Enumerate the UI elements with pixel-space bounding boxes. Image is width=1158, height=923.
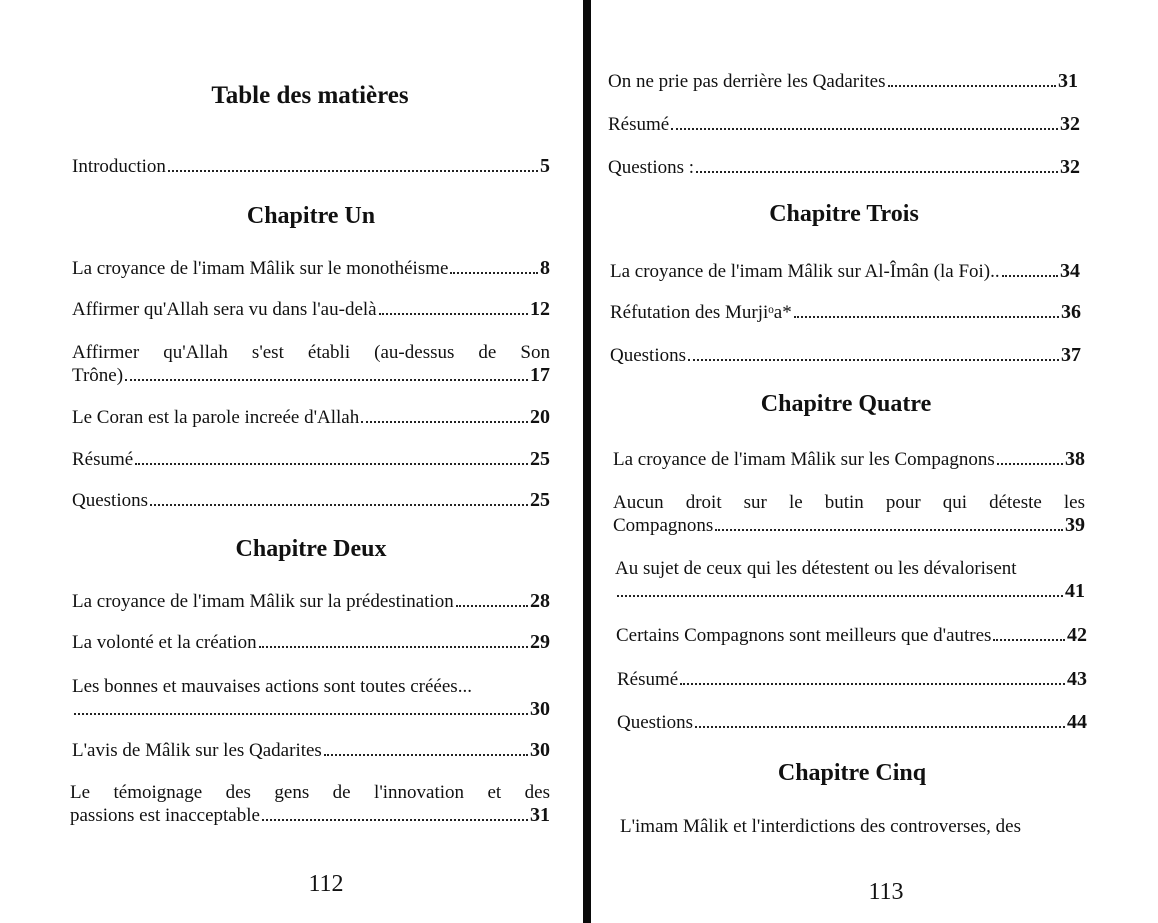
entry-title: La croyance de l'imam Mâlik sur le monothéisme — [72, 258, 449, 279]
toc-entry[interactable] — [72, 590, 550, 613]
entry-title: Le Coran est la parole increée d'Allah — [72, 407, 360, 428]
dot-leader — [379, 313, 528, 315]
entry-page: 31 — [1058, 70, 1078, 92]
entry-title: Questions : — [608, 157, 695, 178]
entry-title-line2: Trône) — [72, 365, 124, 386]
chapter-heading-deux: Chapitre Deux — [235, 536, 387, 562]
entry-title-line1: Au sujet de ceux qui les détestent ou les dévalorisent — [615, 558, 1017, 579]
entry-page: 29 — [530, 631, 550, 653]
entry-page: 8 — [540, 257, 550, 279]
toc-entry[interactable] — [610, 301, 1081, 324]
entry-title: La volonté et la création — [72, 632, 257, 653]
entry-title: Questions — [617, 712, 693, 733]
entry-page: 31 — [530, 804, 550, 826]
book-spine — [583, 0, 591, 923]
toc-entry[interactable] — [72, 675, 550, 721]
toc-entry[interactable] — [72, 631, 550, 654]
entry-page: 38 — [1065, 448, 1085, 470]
entry-page: 5 — [540, 155, 550, 177]
toc-entry[interactable] — [615, 557, 1085, 603]
entry-page: 20 — [530, 406, 550, 428]
toc-entry[interactable] — [70, 781, 550, 827]
toc-entry[interactable] — [72, 448, 550, 471]
entry-title: L'imam Mâlik et l'interdictions des controverses, des — [620, 816, 1022, 837]
toc-title: Table des matières — [211, 82, 409, 109]
toc-entry[interactable] — [72, 489, 550, 512]
entry-title: Questions — [72, 490, 148, 511]
dot-leader — [696, 171, 1058, 173]
dot-leader — [125, 379, 528, 381]
toc-entry[interactable] — [72, 341, 550, 387]
dot-leader — [993, 639, 1065, 641]
dot-leader — [794, 316, 1059, 318]
dot-leader — [680, 683, 1065, 685]
dot-leader — [168, 170, 538, 172]
dot-leader — [456, 605, 528, 607]
page-number-left: 112 — [308, 871, 344, 897]
dot-leader — [888, 85, 1057, 87]
entry-page: 30 — [530, 739, 550, 761]
entry-title: Questions — [610, 345, 686, 366]
toc-entry[interactable] — [610, 344, 1081, 367]
entry-page: 34 — [1060, 260, 1080, 282]
entry-title: Certains Compagnons sont meilleurs que d'autres — [616, 625, 992, 646]
chapter-heading-quatre: Chapitre Quatre — [760, 391, 932, 417]
dot-leader — [259, 646, 528, 648]
entry-title: Résumé — [608, 114, 670, 135]
entry-title-line1: Le témoignage des gens de l'innovation et des — [70, 782, 550, 803]
entry-title-line2: Compagnons — [613, 515, 714, 536]
entry-page: 25 — [530, 489, 550, 511]
entry-page: 36 — [1061, 301, 1081, 323]
dot-leader — [617, 595, 1063, 597]
dot-leader — [135, 463, 528, 465]
toc-entry[interactable] — [72, 739, 550, 762]
dot-leader — [688, 359, 1059, 361]
entry-page: 44 — [1067, 711, 1087, 733]
entry-page: 32 — [1060, 113, 1080, 135]
dot-leader — [361, 421, 528, 423]
dot-leader — [262, 819, 528, 821]
dot-leader — [715, 529, 1063, 531]
entry-title: Résumé — [72, 449, 134, 470]
entry-page: 30 — [530, 698, 550, 720]
chapter-heading-un: Chapitre Un — [246, 203, 376, 229]
entry-page: 42 — [1067, 624, 1087, 646]
dot-leader — [450, 272, 538, 274]
entry-title: On ne prie pas derrière les Qadarites — [608, 71, 886, 92]
entry-page: 37 — [1061, 344, 1081, 366]
toc-entry[interactable] — [608, 156, 1080, 179]
entry-title: La croyance de l'imam Mâlik sur Al-Îmân (la Foi).. — [610, 261, 1000, 282]
dot-leader — [1002, 275, 1058, 277]
toc-entry-introduction[interactable] — [72, 155, 550, 178]
toc-entry[interactable] — [620, 815, 1098, 838]
entry-page: 41 — [1065, 580, 1085, 602]
toc-entry[interactable] — [613, 448, 1085, 471]
right-page — [591, 0, 1158, 923]
entry-title: Introduction — [72, 156, 166, 177]
toc-entry[interactable] — [617, 711, 1087, 734]
entry-title: La croyance de l'imam Mâlik sur les Compagnons — [613, 449, 995, 470]
entry-title: Affirmer qu'Allah sera vu dans l'au-delà — [72, 299, 377, 320]
toc-entry[interactable] — [617, 668, 1087, 691]
toc-entry[interactable] — [72, 257, 550, 280]
entry-page: 25 — [530, 448, 550, 470]
dot-leader — [671, 128, 1058, 130]
toc-entry[interactable] — [613, 491, 1085, 537]
dot-leader — [74, 713, 528, 715]
entry-title: L'avis de Mâlik sur les Qadarites — [72, 740, 322, 761]
entry-title: Résumé — [617, 669, 679, 690]
chapter-heading-cinq: Chapitre Cinq — [777, 760, 927, 786]
entry-title-line2: passions est inacceptable — [70, 805, 260, 826]
toc-entry[interactable] — [608, 113, 1080, 136]
page-number-right: 113 — [868, 879, 904, 905]
chapter-heading-trois: Chapitre Trois — [769, 201, 919, 227]
entry-page: 32 — [1060, 156, 1080, 178]
dot-leader — [324, 754, 528, 756]
toc-entry[interactable] — [72, 298, 550, 321]
entry-page: 39 — [1065, 514, 1085, 536]
toc-entry[interactable] — [608, 70, 1078, 93]
entry-title-line1: Affirmer qu'Allah s'est établi (au-dessus de Son — [72, 342, 550, 363]
entry-page: 28 — [530, 590, 550, 612]
toc-entry[interactable] — [610, 260, 1080, 283]
entry-page: 12 — [530, 298, 550, 320]
entry-title: Réfutation des Murjiᵒa* — [610, 302, 792, 323]
entry-title-line1: Les bonnes et mauvaises actions sont toutes créées... — [72, 676, 472, 697]
toc-entry[interactable] — [616, 624, 1087, 647]
dot-leader — [150, 504, 528, 506]
dot-leader — [997, 463, 1063, 465]
entry-title-line1: Aucun droit sur le butin pour qui déteste les — [613, 492, 1085, 513]
toc-entry[interactable] — [72, 406, 550, 429]
dot-leader — [695, 726, 1065, 728]
entry-page: 17 — [530, 364, 550, 386]
entry-title: La croyance de l'imam Mâlik sur la prédestination — [72, 591, 454, 612]
entry-page: 43 — [1067, 668, 1087, 690]
